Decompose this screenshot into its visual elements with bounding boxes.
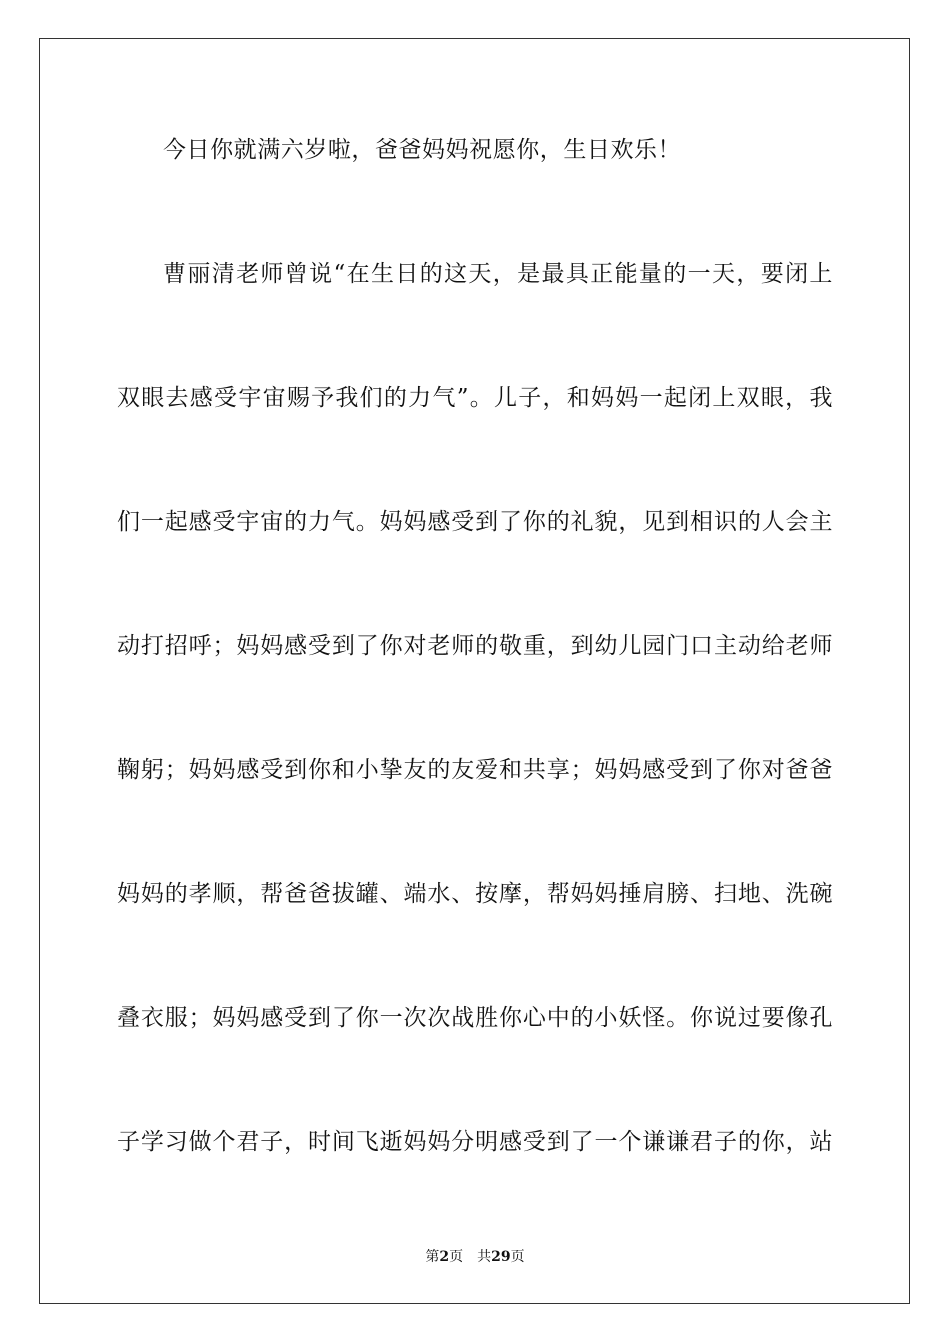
page-suffix: 页 — [449, 1249, 464, 1265]
paragraph-2-line-7: 叠衣服；妈妈感受到了你一次次战胜你心中的小妖怪。你说过要像孔 — [117, 1005, 833, 1031]
page-prefix: 第 — [425, 1249, 440, 1265]
total-pages: 29 — [491, 1249, 511, 1265]
page-footer — [0, 1248, 950, 1266]
paragraph-1-line-1: 今日你就满六岁啦，爸爸妈妈祝愿你，生日欢乐！ — [163, 137, 682, 163]
paragraph-2-line-4: 动打招呼；妈妈感受到了你对老师的敬重，到幼儿园门口主动给老师 — [117, 633, 833, 659]
paragraph-2-line-6: 妈妈的孝顺，帮爸爸拔罐、端水、按摩，帮妈妈捶肩膀、扫地、洗碗 — [117, 881, 833, 907]
page-border — [39, 38, 910, 1304]
paragraph-2-line-2: 双眼去感受宇宙赐予我们的力气”。儿子，和妈妈一起闭上双眼，我 — [117, 385, 833, 411]
paragraph-2-line-8: 子学习做个君子，时间飞逝妈妈分明感受到了一个谦谦君子的你，站 — [117, 1129, 833, 1155]
paragraph-2-line-5: 鞠躬；妈妈感受到你和小挚友的友爱和共享；妈妈感受到了你对爸爸 — [117, 757, 833, 783]
total-suffix: 页 — [510, 1249, 525, 1265]
page-number: 2 — [439, 1249, 450, 1265]
paragraph-2-line-3: 们一起感受宇宙的力气。妈妈感受到了你的礼貌，见到相识的人会主 — [117, 509, 833, 535]
total-prefix: 共 — [477, 1249, 492, 1265]
paragraph-2-line-1: 曹丽清老师曾说“在生日的这天，是最具正能量的一天，要闭上 — [163, 261, 833, 287]
